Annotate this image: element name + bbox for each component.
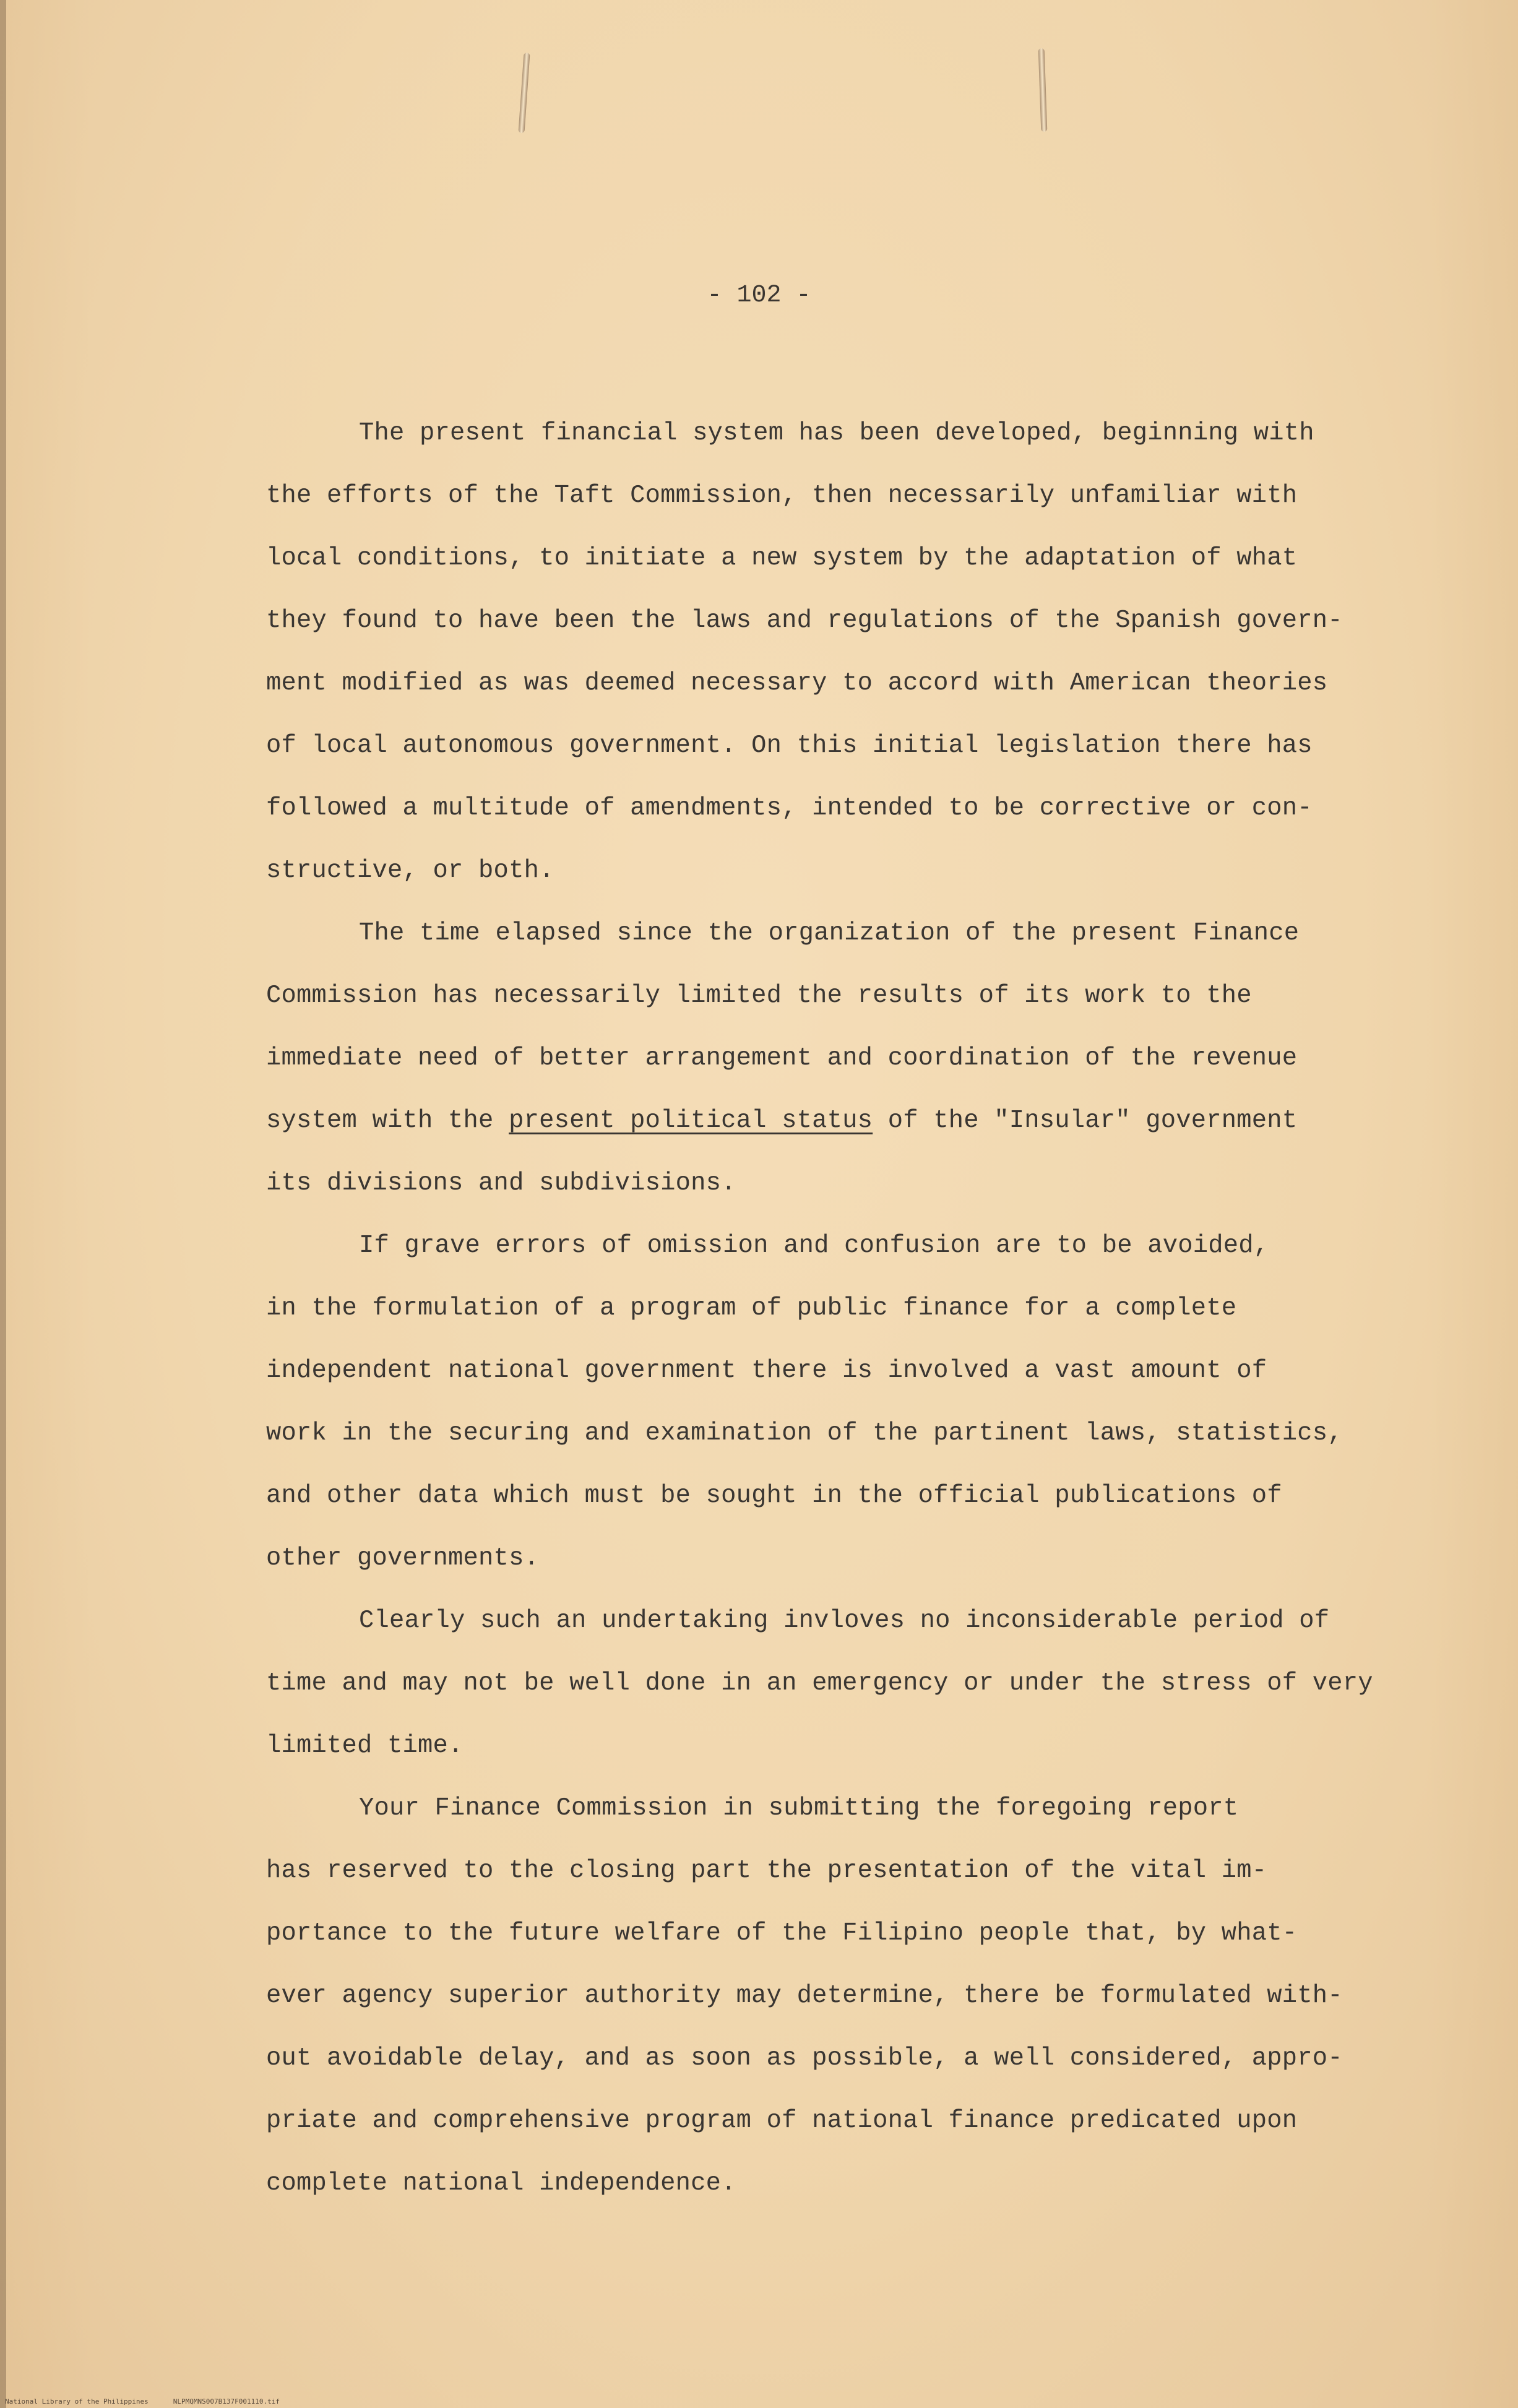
text-segment: of the "Insular" government xyxy=(873,1107,1298,1135)
text-segment: system with the xyxy=(266,1107,509,1135)
text-line: followed a multitude of amendments, intended to be corrective or con- xyxy=(266,794,1313,822)
page-left-edge xyxy=(0,0,6,2408)
text-line: The present financial system has been developed, beginning with xyxy=(359,419,1314,447)
text-line: of local autonomous government. On this initial legislation there has xyxy=(266,731,1313,760)
text-line: and other data which must be sought in the official publications of xyxy=(266,1482,1282,1510)
text-line: portance to the future welfare of the Filipino people that, by what- xyxy=(266,1919,1298,1948)
text-line: other governments. xyxy=(266,1544,540,1573)
document-body xyxy=(266,402,1430,2215)
text-line: they found to have been the laws and regulations of the Spanish govern- xyxy=(266,606,1343,635)
text-line: the efforts of the Taft Commission, then necessarily unfamiliar with xyxy=(266,481,1298,510)
scan-filename: NLPMQMNS007B137F001110.tif xyxy=(173,2397,280,2406)
text-line: structive, or both. xyxy=(266,857,554,885)
text-line: Your Finance Commission in submitting the foregoing report xyxy=(359,1794,1239,1823)
text-line: has reserved to the closing part the presentation of the vital im- xyxy=(266,1857,1267,1885)
text-line: out avoidable delay, and as soon as possible, a well considered, appro- xyxy=(266,2044,1343,2073)
text-line: time and may not be well done in an emergency or under the stress of very xyxy=(266,1669,1373,1698)
page-number: - 102 - xyxy=(707,282,811,309)
text-line: priate and comprehensive program of national finance predicated upon xyxy=(266,2107,1298,2135)
paragraph-4 xyxy=(266,1590,1430,1777)
text-line: ment modified as was deemed necessary to accord with American theories xyxy=(266,669,1328,697)
paragraph-3 xyxy=(266,1215,1430,1590)
paragraph-2 xyxy=(266,902,1430,1215)
text-line: The time elapsed since the organization of the present Finance xyxy=(359,919,1300,947)
text-line: its divisions and subdivisions. xyxy=(266,1169,736,1198)
text-line: work in the securing and examination of the partinent laws, statistics, xyxy=(266,1419,1343,1448)
text-line: ever agency superior authority may determine, there be formulated with- xyxy=(266,1982,1343,2010)
text-line: independent national government there is involved a vast amount of xyxy=(266,1357,1267,1385)
library-credit: National Library of the Philippines xyxy=(5,2397,149,2406)
underlined-phrase: present political status xyxy=(509,1107,873,1135)
text-line: Clearly such an undertaking invloves no inconsiderable period of xyxy=(359,1607,1330,1635)
scan-footer xyxy=(5,2397,304,2406)
text-line: Commission has necessarily limited the results of its work to the xyxy=(266,982,1252,1010)
text-line: local conditions, to initiate a new system by the adaptation of what xyxy=(266,544,1298,572)
text-line: immediate need of better arrangement and coordination of the revenue xyxy=(266,1044,1298,1072)
text-line: limited time. xyxy=(266,1732,464,1760)
text-line: in the formulation of a program of public finance for a complete xyxy=(266,1294,1237,1323)
text-line: If grave errors of omission and confusion are to be avoided, xyxy=(359,1232,1269,1260)
paragraph-1 xyxy=(266,402,1430,902)
text-line: complete national independence. xyxy=(266,2169,736,2198)
text-line xyxy=(266,1090,1430,1152)
paragraph-5 xyxy=(266,1777,1430,2215)
